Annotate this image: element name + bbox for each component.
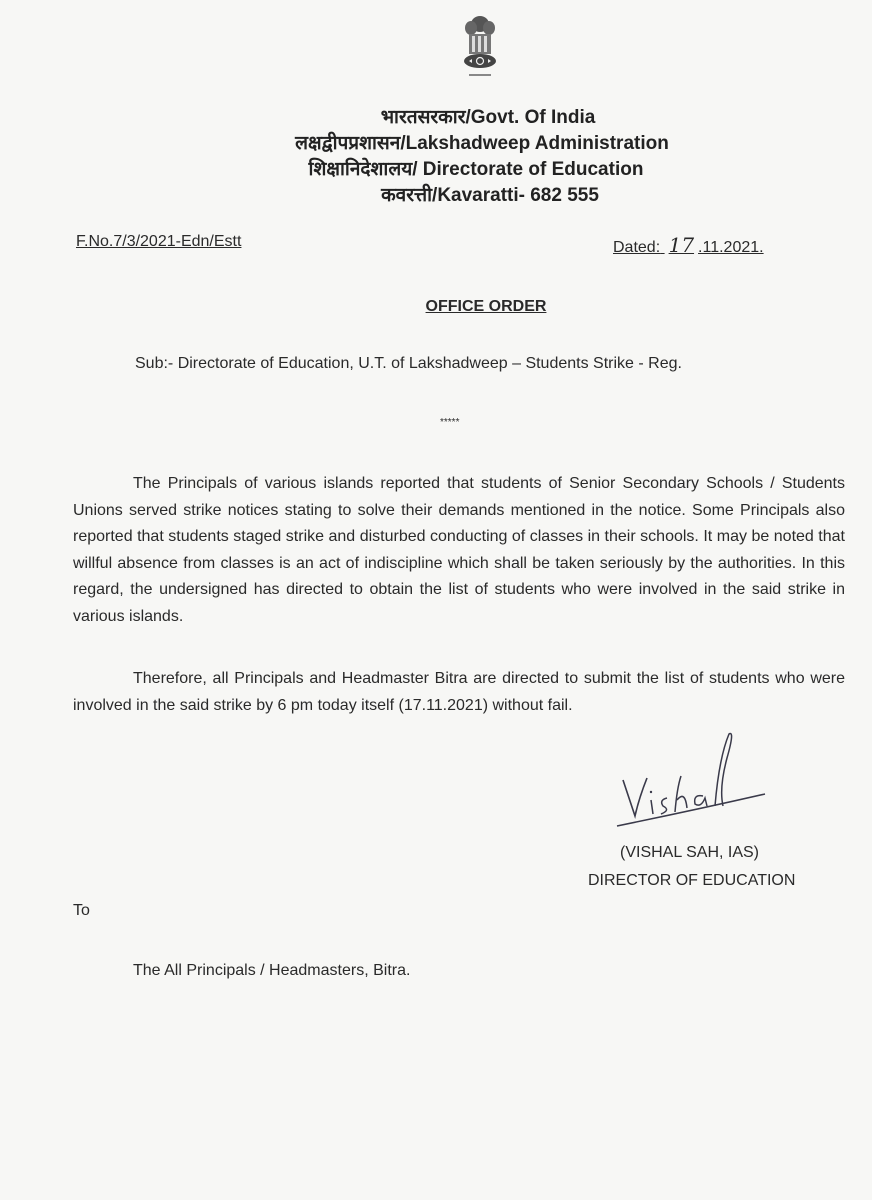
paragraph-text: The Principals of various islands reported that students of Senior Secondary Schools / Students Unions served strike notices stating to solve their demands mentioned in the notice. Some Principals also reported that students staged strike and disturbed conducting of classes in their schools. It may be noted that willful absence from classes is an act of indiscipline which shall be taken seriously by the authorities. In this regard, the undersigned has directed to obtain the list of students who were involved in the said strike in various islands.: [73, 475, 845, 625]
signatory-name: (VISHAL SAH, IAS): [620, 844, 759, 861]
national-emblem-icon: [461, 10, 499, 84]
handwritten-signature: [615, 728, 775, 828]
header-govt-of-india: भारतसरकार/Govt. Of India: [380, 107, 596, 128]
separator-stars: *****: [440, 417, 460, 428]
header-directorate-of-education: शिक्षानिदेशालय/ Directorate of Education: [308, 159, 644, 180]
document-title: OFFICE ORDER: [425, 298, 547, 315]
subject-line: Sub:- Directorate of Education, U.T. of Lakshadweep – Students Strike - Reg.: [135, 355, 682, 372]
body-paragraph-1: [73, 471, 845, 630]
file-number: F.No.7/3/2021-Edn/Estt: [76, 233, 242, 250]
header-kavaratti-address: कवरत्ती/Kavaratti- 682 555: [381, 185, 599, 206]
paragraph-text: Therefore, all Principals and Headmaster Bitra are directed to submit the list of students who were involved in the said strike by 6 pm today itself (17.11.2021) without fail.: [73, 670, 845, 714]
dated-label: Dated:: [613, 239, 661, 256]
dated-field: [613, 233, 764, 257]
dated-month-year: .11.2021.: [698, 239, 764, 256]
recipient: The All Principals / Headmasters, Bitra.: [133, 962, 411, 979]
dated-day-handwritten: 17: [668, 233, 695, 257]
to-label: To: [73, 902, 90, 919]
signatory-designation: DIRECTOR OF EDUCATION: [588, 872, 796, 889]
header-lakshadweep-administration: लक्षद्वीपप्रशासन/Lakshadweep Administration: [295, 133, 669, 154]
body-paragraph-2: [73, 666, 845, 719]
